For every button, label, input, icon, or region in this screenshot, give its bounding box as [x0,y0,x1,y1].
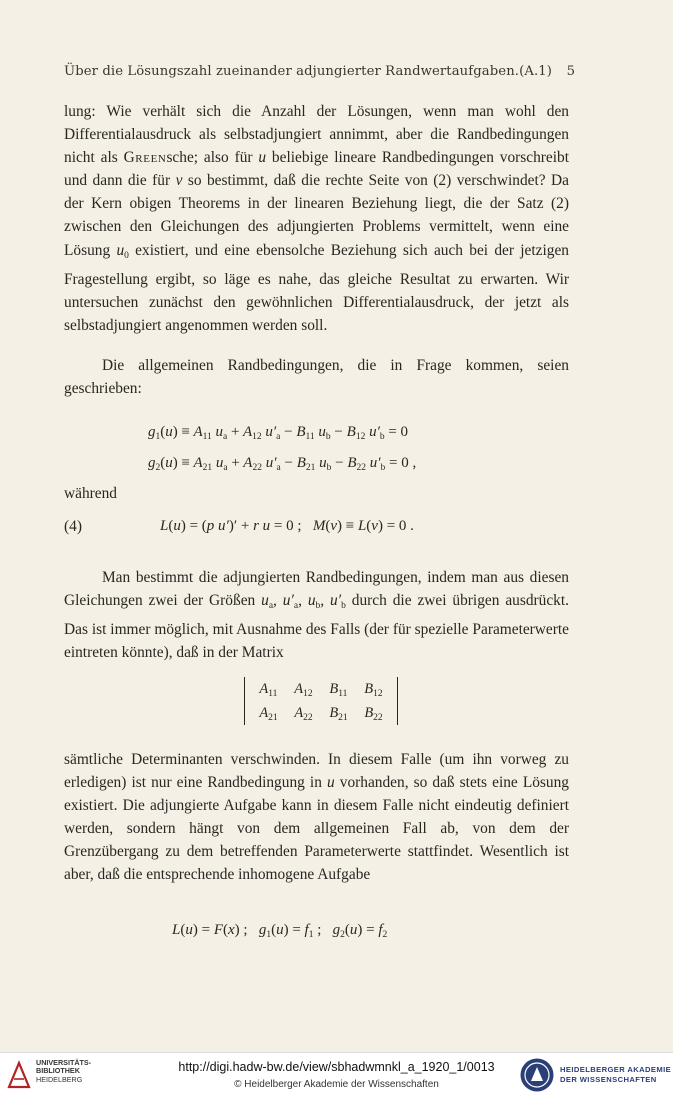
copyright-notice: © Heidelberger Akademie der Wissenschaften [234,1079,439,1090]
section-and-page [519,64,575,79]
paragraph-1: lung: Wie verhält sich die Anzahl der Lösungen, wenn man wohl den Differentialausdruck als selbstadjungiert annimmt, aber die Randbedingungen nicht als Greensche; also für u beliebige lineare Randbedingungen vorschreibt und dann die für v so bestimmt, daß die rechte Seite von (2) verschwindet? Da der Kern obigen Theorems in der linearen Beziehung liegt, die der Satz (2) zwischen den Gleichungen des adjungierten Problems vermittelt, wenn eine Lösung $u_0$ existiert, und eine ebensolche Beziehung sich auch bei der jetzigen Fragestellung ergibt, so läge es nahe, das gleiche Resultat zu erwarten. Wir untersuchen zunächst den gewöhnlichen Differentialausdruck, der jetzt als selbstadjungiert angenommen werden soll. [64,103,569,334]
paragraph-4: sämtliche Determinanten verschwinden. In diesem Falle (um ihn vorweg zu erledigen) ist nur eine Randbedingung in u vorhanden, so daß stets eine Lösung existiert. Die adjungierte Aufgabe kann in diesem Falle nicht eindeutig definiert werden, sondern hängt von dem allgemeinen Fall ab, von dem der Grenzübergang zu dem betreffenden Parameterwerte stattfindet. Wesentlich ist aber, daß die entsprechende inhomogene Aufgabe [64,751,570,884]
academy-seal-icon [519,1057,555,1093]
running-title: Über die Lösungszahl zueinander adjungierter Randwertaufgaben. [64,64,520,79]
waehrend-label: während [64,485,117,502]
coefficient-matrix [244,677,398,725]
page-number: 5 [566,64,576,79]
viewer-footer [0,1052,673,1097]
permalink-url[interactable]: http://digi.hadw-bw.de/view/sbhadwmnkl_a_1920_1/0013 [178,1060,495,1074]
equation-g2: $g_2(u) \equiv A_{21}$ $u_a + A_{22}$ $u'_a - B_{21}$ $u_b - B_{22}$ $u'_b = 0$ , [148,455,417,473]
name-green: Green [123,149,167,167]
equation-g1: $g_1(u) \equiv A_{11}$ $u_a + A_{12}$ $u'_a - B_{11}$ $u_b - B_{12}$ $u'_b = 0$ [148,424,409,442]
matrix-row-2: $A_{21}$ $A_{22}$ $B_{21}$ $B_{22}$ [259,705,383,723]
equation-inhomogeneous: L(u) = F(x) ; $g_1(u) = f_1$ ; $g_2(u) = f_2$ [172,922,388,940]
running-header [64,64,576,79]
academy-name: HEIDELBERGER AKADEMIE DER WISSENSCHAFTEN [560,1065,672,1084]
library-name: UNIVERSITÄTS- BIBLIOTHEK HEIDELBERG [36,1058,92,1084]
paragraph-2: Die allgemeinen Randbedingungen, die in Frage kommen, seien geschrieben: [64,357,569,398]
section-label: (A.1) [519,64,552,79]
paragraph-3: Man bestimmt die adjungierten Randbedingungen, indem man aus diesen Gleichungen zwei der Größen $u_a$, $u'_a$, $u_b$, $u'_b$ durch die zwei übrigen ausdrückt. Das ist immer möglich, mit Ausnahme des Falls (der für spezielle Parameterwerte eintreten könnte), daß in der Matrix [64,569,569,662]
matrix-row-1: $A_{11}$ $A_{12}$ $B_{11}$ $B_{12}$ [259,681,383,699]
equation-number-4: (4) [64,518,82,535]
equation-4: L(u) = (p u′)′ + r u = 0 ; M(v) ≡ L(v) = 0 . [160,518,414,534]
